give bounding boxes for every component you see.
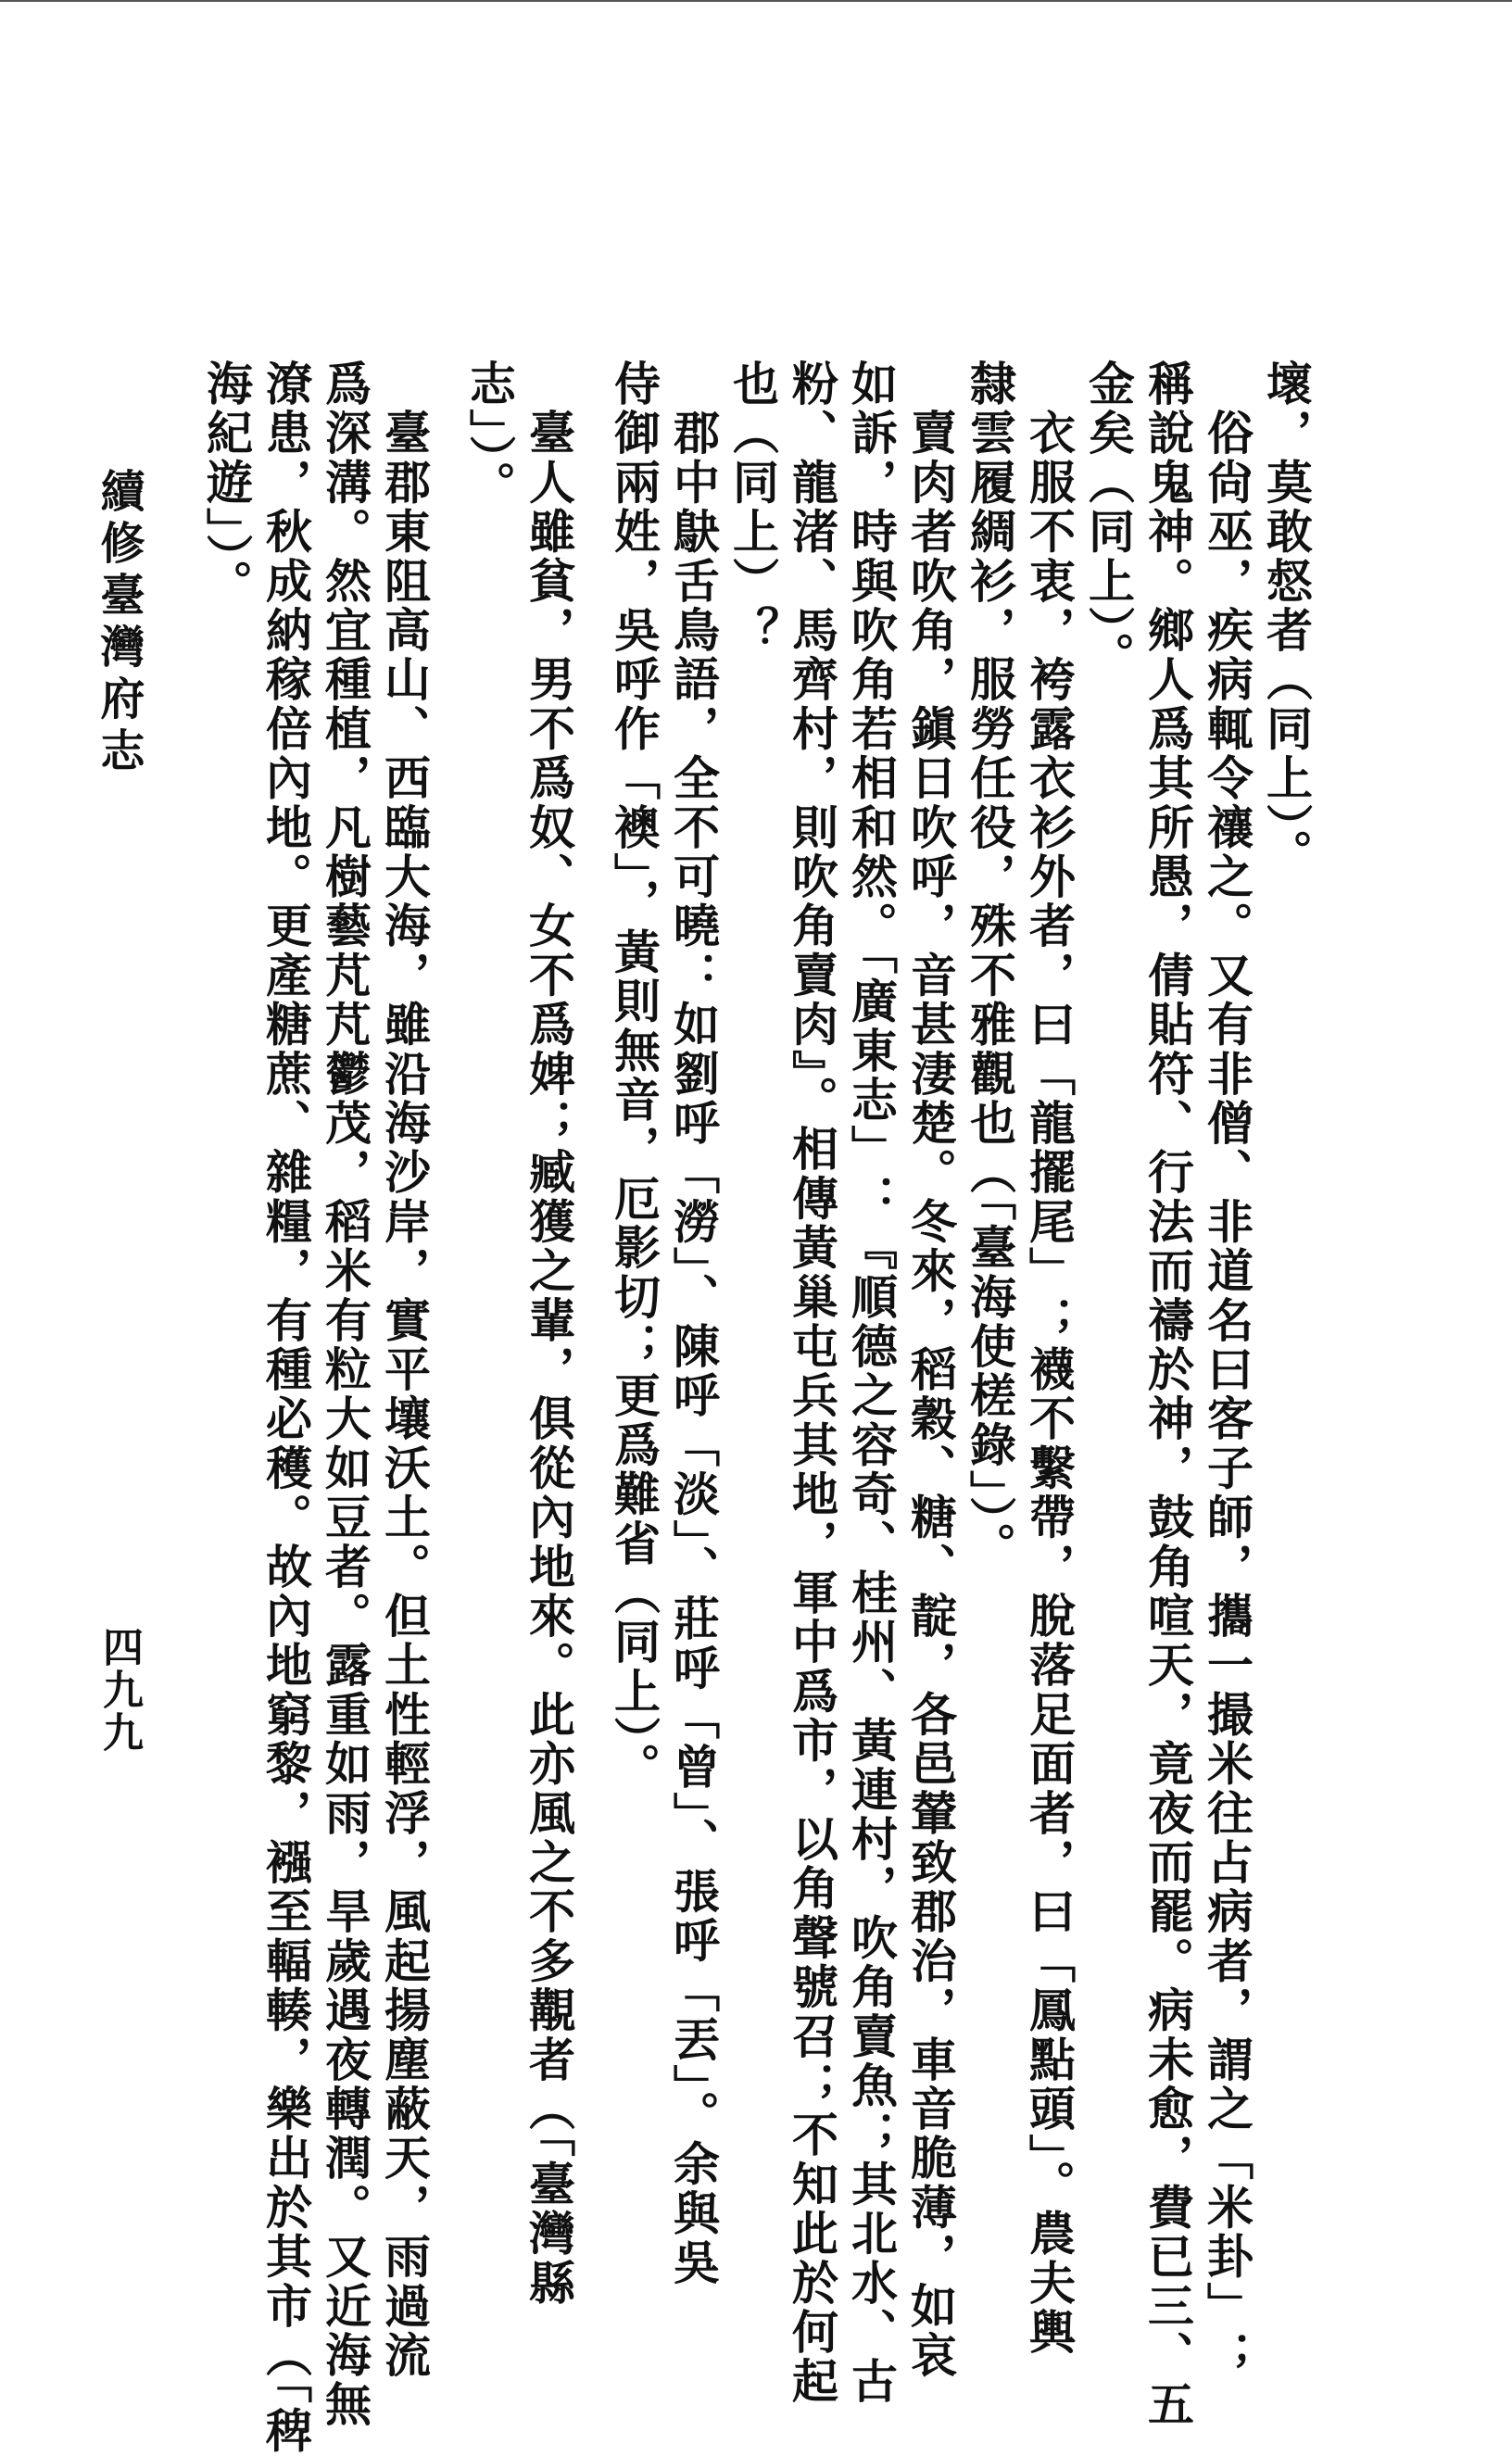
text-column-3: 稱說鬼神。鄉人爲其所愚，倩貼符、行法而禱於神，鼓角喧天，竟夜而罷。病未愈，費已三、五 <box>1140 359 1195 2430</box>
book-title: 續修臺灣府志 <box>93 468 145 779</box>
text-column-1: 壞，莫敢惄者（同上）。 <box>1259 359 1314 879</box>
page-number: 四九九 <box>95 1626 143 1754</box>
text-column-18: 海紀遊」）。 <box>199 359 254 610</box>
text-column-7: 賣肉者吹角，鎭日吹呼，音甚淒楚。冬來，稻穀、糖、靛，各邑輦致郡治，車音脆薄，如哀 <box>903 359 958 2381</box>
text-column-2: 俗尙巫，疾病輒令禳之。又有非僧、非道名曰客子師，攜一撮米往占病者，謂之「米卦」； <box>1200 359 1254 2381</box>
text-column-9: 粉、龍渚、馬齊村，則吹角賣肉』。相傳黃巢屯兵其地，軍中爲市，以角聲號召；不知此於何起 <box>785 359 839 2407</box>
text-column-8: 如訴，時與吹角若相和然。「廣東志」：『順德之容奇、桂州、黃連村，吹角賣魚；其北水、古 <box>844 359 899 2407</box>
text-column-10: 也（同上）？ <box>725 359 780 656</box>
text-column-11: 郡中鴃舌鳥語，全不可曉：如劉呼「澇」、陳呼「淡」、莊呼「曾」、張呼「丟」。余與吳 <box>666 359 721 2288</box>
text-column-16: 爲深溝。然宜種植，凡樹藝芃芃鬱茂，稻米有粒大如豆者。露重如雨，旱歲遇夜轉潤。又近海無 <box>318 359 372 2430</box>
text-column-17: 潦患，秋成納稼倍內地。更產糖蔗、雜糧，有種必穫。故內地窮黎，襁至輻輳，樂出於其市（「稗 <box>258 359 313 2456</box>
text-column-12: 侍御兩姓，吳呼作「襖」，黃則無音，厄影切；更爲難省（同上）。 <box>607 359 662 1792</box>
text-column-4: 金矣（同上）。 <box>1081 359 1136 682</box>
top-border-line <box>0 0 1512 2</box>
text-column-6: 隸雲履綢衫，服勞任役，殊不雅觀也（「臺海使槎錄」）。 <box>963 359 1017 1572</box>
text-column-5: 衣服不衷，袴露衣衫外者，曰「龍擺尾」；襪不繫帶，脫落足面者，曰「鳳點頭」。農夫輿 <box>1022 359 1077 2358</box>
text-column-14: 志」）。 <box>462 359 517 510</box>
text-column-13: 臺人雖貧，男不爲奴、女不爲婢；臧獲之輩，俱從內地來。此亦風之不多覯者（「臺灣縣 <box>522 359 576 2308</box>
text-column-15: 臺郡東阻高山、西臨大海，雖沿海沙岸，實平壤沃土。但土性輕浮，風起揚塵蔽天，雨過流 <box>377 359 432 2381</box>
